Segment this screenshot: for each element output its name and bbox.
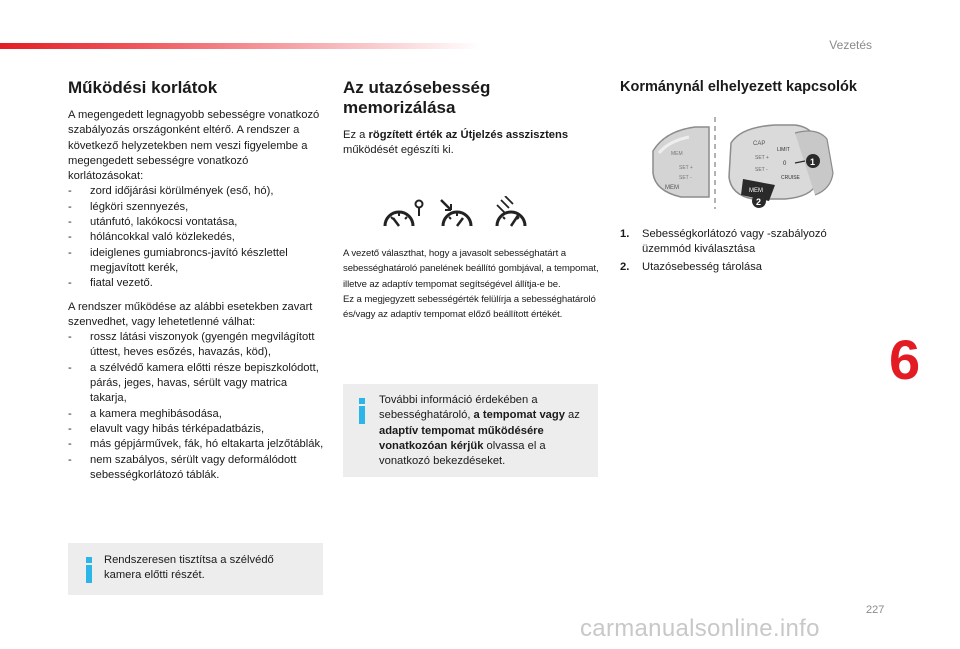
stalk-setminus: SET - [755, 167, 768, 173]
stalk-left-setminus: SET - [679, 175, 692, 181]
stalk-mem-button: MEM [749, 188, 763, 194]
list-dash: - [68, 407, 72, 420]
steering-stalk-illustration [645, 113, 845, 213]
section-title-limits: Működési korlátok [68, 78, 218, 97]
intro-pre: Ez a [343, 129, 369, 141]
list-item-text: más gépjárművek, fák, hó eltakarta jelzőtáblák, [90, 438, 324, 451]
column-speed-memory [343, 78, 599, 321]
list-item [68, 330, 324, 361]
gauge-cruise-icon [497, 196, 525, 226]
memory-desc-1: A vezető választhat, hogy a javasolt sebességhatárt a sebességhatároló panelének beállító gombjával, a tempomat, illetve az adaptív tempomat segítségével állítja-e be. [343, 248, 599, 290]
list-item-text: zord időjárási körülmények (eső, hó), [90, 185, 274, 198]
memory-description [343, 246, 599, 322]
section-label: Vezetés [829, 38, 872, 52]
stalk-cruise: CRUISE [781, 175, 800, 181]
stalk-left-mem-2: MEM [671, 151, 683, 157]
numbered-item [620, 260, 870, 275]
list-item [68, 422, 324, 437]
list-dash: - [68, 231, 72, 244]
list-dash: - [68, 200, 72, 213]
list-item [68, 246, 324, 277]
list-item [68, 361, 324, 407]
list-item [68, 437, 324, 452]
list-item [68, 215, 324, 230]
list-item-text: utánfutó, lakókocsi vontatása, [90, 216, 238, 229]
list-item-text: hóláncokkal való közlekedés, [90, 231, 235, 244]
list-item [68, 200, 324, 215]
section-title-controls: Kormánynál elhelyezett kapcsolók [620, 79, 857, 95]
info-text-further: További információ érdekében a sebességhatároló, a tempomat vagy az adaptív tempomat működésére vonatkozóan kérjük olvassa el a vonatkozó bekezdéseket. [379, 394, 580, 468]
limits-list-2 [68, 330, 324, 483]
list-item-text: elavult vagy hibás térképadatbázis, [90, 422, 265, 435]
marker-1: 1 [810, 157, 816, 167]
list-dash: - [68, 361, 72, 374]
list-item-text: fiatal vezető. [90, 277, 153, 290]
stalk-left-setplus: SET + [679, 165, 693, 171]
limits-list-1 [68, 184, 324, 291]
info-box-further [343, 384, 598, 477]
list-item-text: nem szabályos, sérült vagy deformálódott sebességkorlátozó táblák. [90, 453, 297, 481]
limits-intro: A megengedett legnagyobb sebességre vonatkozó szabályozás országonként eltérő. A rendszer a következő helyzetekben nem veszi figyelembe a megengedett sebességre vonatkozó korlátozásokat: [68, 109, 320, 183]
memory-intro [343, 128, 599, 159]
list-dash: - [68, 331, 72, 344]
gauge-icons [381, 196, 541, 232]
limits-para-2: A rendszer működése az alábbi esetekben zavart szenvedhet, vagy lehetetlenné válhat: [68, 300, 313, 328]
marker-2: 2 [756, 197, 762, 207]
stalk-limit: LIMIT [777, 147, 790, 153]
list-dash: - [68, 277, 72, 290]
gauge-arrow-icon [441, 200, 471, 226]
header-accent-bar [0, 43, 480, 49]
list-item [68, 453, 324, 484]
list-dash: - [68, 216, 72, 229]
memory-desc-2: Ez a megjegyzett sebességérték felülírja a sebességhatároló és/vagy az adaptív tempomat előző beállított értékét. [343, 293, 596, 321]
list-item [68, 184, 324, 199]
list-dash: - [68, 438, 72, 451]
stalk-diagram [645, 113, 845, 213]
stalk-setplus: SET + [755, 155, 769, 161]
stalk-left-mem: MEM [665, 185, 679, 191]
info-box-cleaning [68, 543, 323, 595]
watermark: carmanualsonline.info [580, 615, 820, 642]
section-title-memory [343, 78, 599, 118]
item-number: 1. [620, 228, 630, 240]
numbered-item [620, 227, 870, 258]
list-item-text: rossz látási viszonyok (gyengén megvilágított úttest, heves esőzés, havazás, köd), [90, 331, 315, 359]
controls-numbered-list [620, 227, 870, 275]
list-item [68, 230, 324, 245]
list-item-text: légköri szennyezés, [90, 200, 189, 213]
controls-legend [620, 227, 870, 277]
chapter-number: 6 [889, 328, 921, 391]
item-text: Sebességkorlátozó vagy -szabályozó üzemmód kiválasztása [642, 228, 827, 256]
stalk-cap: CAP [753, 141, 766, 147]
list-dash: - [68, 453, 72, 466]
intro-bold: rögzített érték az Útjelzés asszisztens [368, 129, 569, 141]
column-operating-limits [68, 78, 324, 483]
item-number: 2. [620, 260, 630, 273]
list-item-text: a szélvédő kamera előtti része bepiszkolódott, párás, jeges, havas, sérült vagy matrica takarja, [90, 361, 319, 405]
list-dash: - [68, 422, 72, 435]
page-number: 227 [866, 604, 885, 616]
item-text: Utazósebesség tárolása [642, 260, 763, 273]
list-item-text: a kamera meghibásodása, [90, 407, 222, 420]
column-stalk-controls [620, 78, 876, 96]
info-icon [357, 398, 367, 428]
speedometer-icons [381, 196, 541, 232]
list-item-text: ideiglenes gumiabroncs-javító készlettel megjavított kerék, [90, 246, 288, 274]
list-item [68, 276, 324, 291]
list-item [68, 407, 324, 422]
title-line-1: Az utazósebesség [343, 78, 491, 97]
title-line-2: memorizálása [343, 98, 456, 117]
info-icon [84, 557, 94, 587]
intro-post: működését egészíti ki. [343, 144, 454, 157]
gauge-pin-icon [385, 201, 423, 227]
list-dash: - [68, 185, 72, 198]
stalk-zero: 0 [783, 161, 787, 167]
list-dash: - [68, 246, 72, 259]
info-text-cleaning: Rendszeresen tisztítsa a szélvédő kamera előtti részét. [104, 554, 274, 582]
